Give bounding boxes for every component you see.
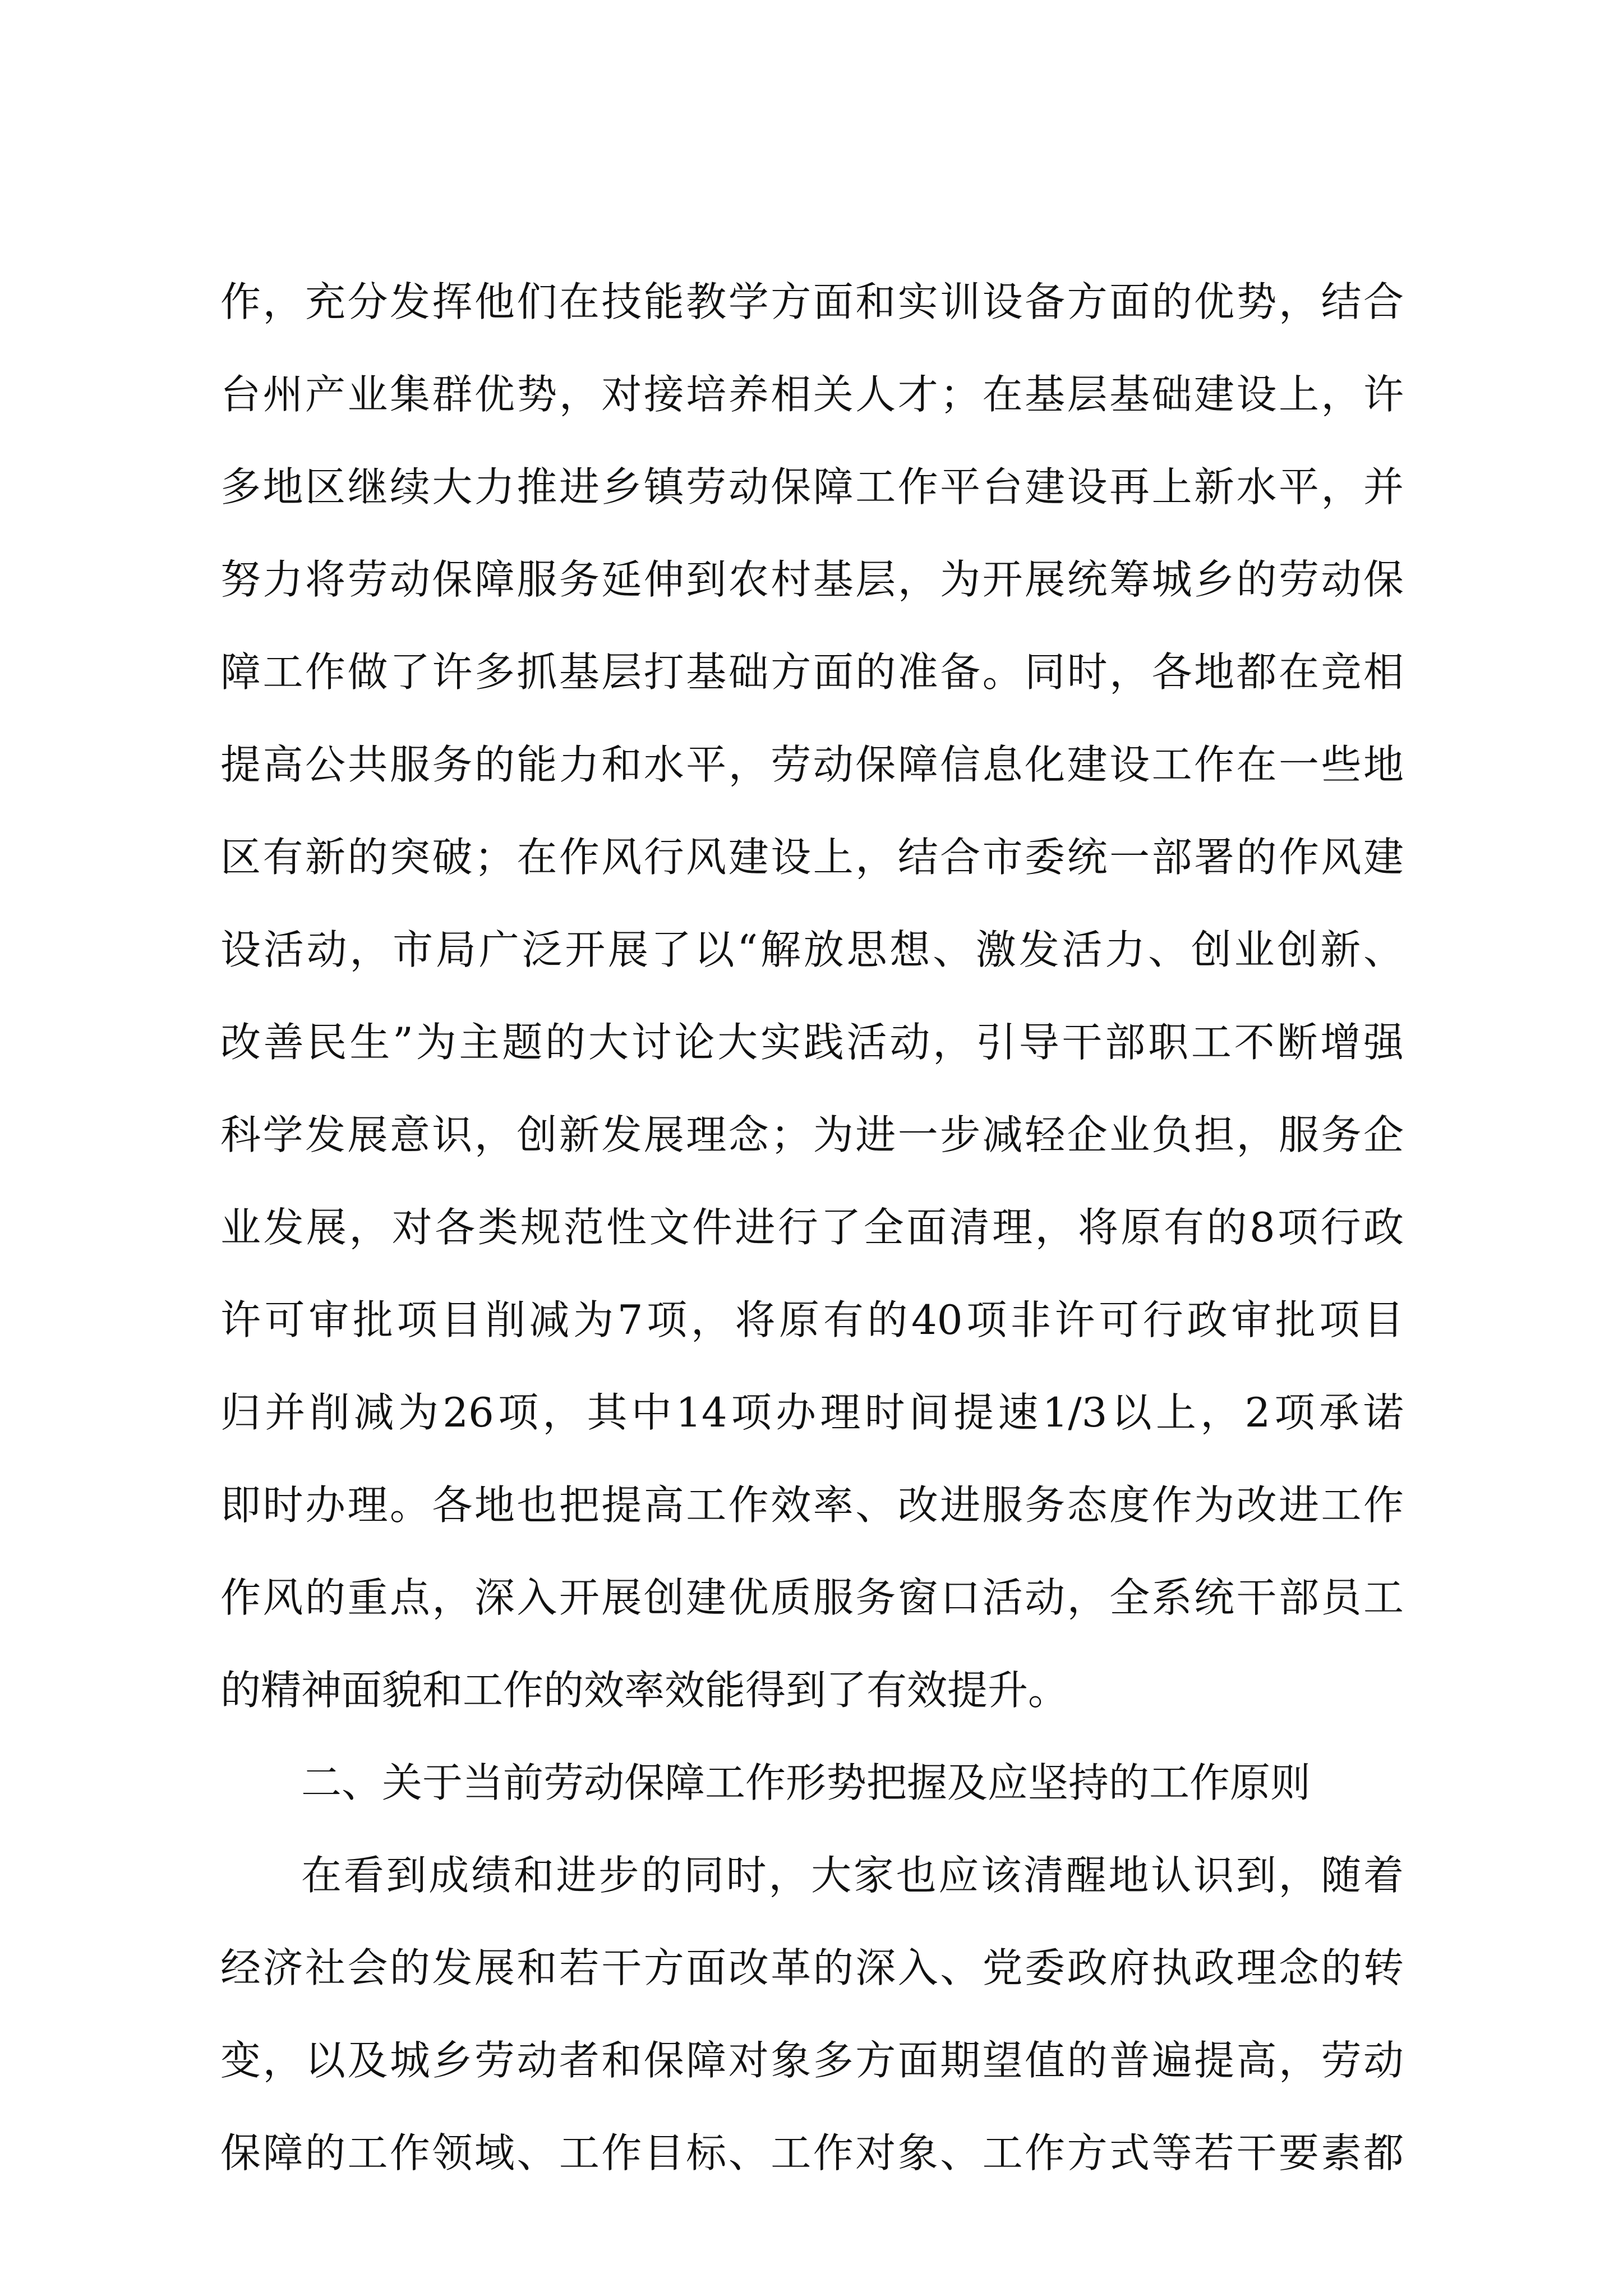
body-line: 的精神面貌和工作的效率效能得到了有效提升。	[220, 1667, 1069, 1714]
body-line: 改善民生”为主题的大讨论大实践活动，引导干部职工不断增强	[220, 1019, 1404, 1066]
body-line: 在看到成绩和进步的同时，大家也应该清醒地认识到，随着	[301, 1852, 1404, 1899]
body-line: 变，以及城乡劳动者和保障对象多方面期望值的普遍提高，劳动	[220, 2037, 1404, 2084]
body-line: 即时办理。各地也把提高工作效率、改进服务态度作为改进工作	[220, 1481, 1404, 1529]
body-line: 作，充分发挥他们在技能教学方面和实训设备方面的优势，结合	[220, 278, 1404, 325]
body-line: 科学发展意识，创新发展理念；为进一步减轻企业负担，服务企	[220, 1111, 1404, 1158]
body-line: 作风的重点，深入开展创建优质服务窗口活动，全系统干部员工	[220, 1574, 1404, 1621]
body-line: 归并削减为26项，其中14项办理时间提速1/3以上，2项承诺	[220, 1389, 1404, 1436]
body-line: 多地区继续大力推进乡镇劳动保障工作平台建设再上新水平，并	[220, 463, 1404, 510]
body-line: 设活动，市局广泛开展了以“解放思想、激发活力、创业创新、	[220, 926, 1404, 973]
body-line: 努力将劳动保障服务延伸到农村基层，为开展统筹城乡的劳动保	[220, 556, 1404, 603]
body-line: 业发展，对各类规范性文件进行了全面清理，将原有的8项行政	[220, 1204, 1404, 1251]
body-line: 台州产业集群优势，对接培养相关人才；在基层基础建设上，许	[220, 371, 1404, 418]
body-line: 提高公共服务的能力和水平，劳动保障信息化建设工作在一些地	[220, 741, 1404, 788]
section-heading: 二、关于当前劳动保障工作形势把握及应坚持的工作原则	[301, 1759, 1311, 1806]
body-line: 经济社会的发展和若干方面改革的深入、党委政府执政理念的转	[220, 1944, 1404, 1991]
body-line: 许可审批项目削减为7项，将原有的40项非许可行政审批项目	[220, 1296, 1404, 1343]
body-line: 区有新的突破；在作风行风建设上，结合市委统一部署的作风建	[220, 834, 1404, 881]
body-line: 保障的工作领域、工作目标、工作对象、工作方式等若干要素都	[220, 2129, 1404, 2177]
body-line: 障工作做了许多抓基层打基础方面的准备。同时，各地都在竞相	[220, 648, 1404, 696]
